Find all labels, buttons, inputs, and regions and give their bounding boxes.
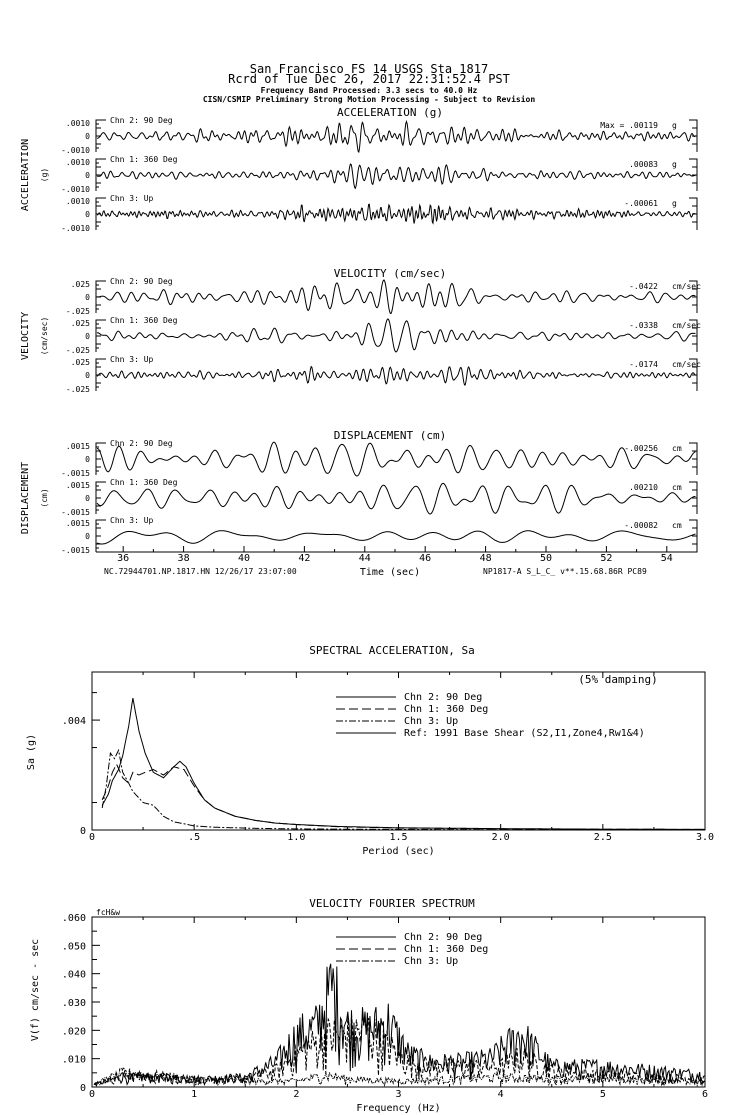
channel-frame-right: [689, 443, 697, 475]
channel-frame-right: [689, 482, 697, 514]
header-processing-note: CISN/CSMIP Preliminary Strong Motion Processing - Subject to Revision: [202, 95, 536, 104]
plot-frame: [92, 672, 705, 830]
waveform-trace: [97, 164, 696, 188]
y-tick-label: .050: [61, 941, 86, 953]
panel-yunit: (cm/sec): [40, 316, 49, 356]
channel-peak-unit: g: [672, 199, 677, 208]
displacement-panel: [20, 429, 697, 564]
ytick-min-label: -.0015: [61, 546, 90, 555]
time-tick-label: 46: [419, 553, 432, 564]
waveform-trace: [97, 367, 696, 385]
waveform-trace: [97, 280, 696, 314]
ytick-min-label: -.025: [65, 346, 90, 355]
x-tick-label: 2: [293, 1089, 300, 1100]
x-tick-label: 3.0: [695, 832, 715, 843]
channel-peak-value: -.0174: [629, 360, 658, 369]
x-tick-label: .5: [188, 832, 201, 843]
channel-frame-left: [96, 320, 106, 352]
panel-title: ACCELERATION (g): [337, 106, 443, 119]
channel-peak-unit: cm/sec: [672, 360, 701, 369]
corner-label: fcH&w: [96, 908, 121, 917]
channel-frame-left: [96, 443, 106, 475]
ytick-max-label: .025: [70, 358, 90, 367]
x-axis-label: Period (sec): [362, 846, 435, 857]
y-tick-label: 0: [79, 826, 86, 837]
channel-peak-value: -.00082: [624, 521, 658, 530]
legend-entry: Ref: 1991 Base Shear (S2,I1,Zone4,Rw1&4): [404, 728, 645, 739]
time-tick-label: 40: [237, 553, 251, 564]
time-tick-label: 54: [660, 553, 673, 564]
time-axis-label: Time (sec): [359, 567, 421, 578]
channel-peak-value: -.0422: [629, 282, 658, 291]
chart-title: VELOCITY FOURIER SPECTRUM: [309, 897, 475, 910]
ytick-min-label: -.0010: [61, 185, 90, 194]
waveform-trace: [97, 442, 696, 476]
ytick-zero-label: 0: [85, 132, 90, 141]
ytick-min-label: -.0010: [61, 146, 90, 155]
ytick-min-label: -.0015: [61, 508, 90, 517]
y-tick-label: .030: [61, 998, 86, 1009]
y-tick-label: .020: [61, 1026, 86, 1038]
channel-frame-left: [96, 482, 106, 514]
ytick-min-label: -.0015: [61, 469, 90, 478]
ytick-max-label: .0015: [65, 481, 90, 490]
channel-name: Chn 2: 90 Deg: [110, 277, 173, 286]
ytick-zero-label: 0: [85, 293, 90, 302]
y-axis-label: V(f) cm/sec - sec: [30, 938, 41, 1042]
header-station: San Francisco FS 14 USGS Sta 1817: [249, 62, 489, 76]
x-tick-label: 0: [88, 832, 96, 843]
channel-peak-value: -.00061: [624, 199, 658, 208]
panel-yunit: (cm): [40, 488, 49, 508]
channel-peak-unit: cm/sec: [672, 321, 701, 330]
legend-entry: Chn 1: 360 Deg: [404, 704, 489, 715]
ytick-max-label: .0010: [65, 197, 90, 206]
velocity-panel: [20, 267, 701, 394]
x-tick-label: 2.5: [593, 832, 612, 843]
channel-peak-unit: cm/sec: [672, 282, 701, 291]
channel-name: Chn 3: Up: [110, 516, 154, 525]
channel-name: Chn 1: 360 Deg: [110, 316, 178, 325]
plot-frame: [92, 917, 705, 1087]
y-tick-label: .060: [61, 913, 86, 924]
ytick-zero-label: 0: [85, 371, 90, 380]
ytick-max-label: .025: [70, 280, 90, 289]
channel-name: Chn 2: 90 Deg: [110, 439, 173, 448]
ytick-zero-label: 0: [85, 210, 90, 219]
footer-right: NP1817-A S_L_C_ v**.15.68.86R PC89: [483, 567, 647, 576]
panel-title: DISPLACEMENT (cm): [333, 429, 447, 442]
time-tick-label: 44: [358, 553, 371, 564]
ytick-max-label: .0010: [65, 119, 90, 128]
x-axis-label: Frequency (Hz): [356, 1103, 441, 1114]
panel-ylabel: ACCELERATION: [20, 138, 31, 212]
time-tick-label: 48: [479, 553, 492, 564]
panel-ylabel: DISPLACEMENT: [20, 461, 31, 535]
channel-peak-unit: g: [672, 160, 677, 169]
time-tick-label: 50: [539, 553, 553, 564]
legend-entry: Chn 3: Up: [404, 716, 459, 727]
panel-yunit: (g): [40, 167, 49, 183]
chart-title: SPECTRAL ACCELERATION, Sa: [309, 644, 475, 657]
ytick-zero-label: 0: [85, 171, 90, 180]
waveform-trace: [97, 319, 696, 352]
x-tick-label: 2.0: [491, 832, 510, 843]
channel-peak-unit: cm: [672, 444, 682, 453]
ytick-min-label: -.025: [65, 385, 90, 394]
legend-entry: Chn 2: 90 Deg: [404, 692, 483, 703]
x-tick-label: 3: [395, 1089, 402, 1100]
x-tick-label: 1.0: [287, 832, 306, 843]
x-tick-label: 5: [599, 1089, 606, 1100]
x-tick-label: 6: [701, 1089, 709, 1100]
header-record-time: Rcrd of Tue Dec 26, 2017 22:31:52.4 PST: [228, 72, 510, 86]
time-tick-label: 36: [117, 553, 130, 564]
waveform-trace: [97, 204, 696, 223]
channel-peak-value: -.00256: [624, 444, 658, 453]
y-tick-label: .010: [61, 1054, 86, 1066]
legend-entry: Chn 3: Up: [404, 956, 459, 967]
time-tick-label: 42: [298, 553, 311, 564]
channel-name: Chn 1: 360 Deg: [110, 478, 178, 487]
channel-name: Chn 3: Up: [110, 355, 154, 364]
x-tick-label: 0: [88, 1089, 96, 1100]
legend-entry: Chn 1: 360 Deg: [404, 944, 489, 955]
channel-frame-left: [96, 120, 106, 152]
channel-peak-unit: cm: [672, 483, 682, 492]
spectral-acceleration-chart: [26, 644, 714, 857]
channel-peak-value: .00210: [629, 483, 658, 492]
channel-peak-value: -.0338: [629, 321, 658, 330]
y-tick-label: 0: [79, 1083, 86, 1094]
ytick-max-label: .0015: [65, 519, 90, 528]
time-tick-label: 38: [177, 553, 190, 564]
y-tick-label: .004: [61, 716, 86, 728]
spectrum-series-2: [94, 1014, 705, 1084]
x-tick-label: 4: [497, 1089, 504, 1100]
y-tick-label: .040: [61, 969, 86, 981]
spectrum-series-3: [102, 750, 705, 829]
ytick-zero-label: 0: [85, 494, 90, 503]
channel-frame-left: [96, 359, 106, 391]
ytick-min-label: -.0010: [61, 224, 90, 233]
channel-peak-value: Max = .00119: [600, 121, 658, 130]
time-tick-label: 52: [600, 553, 613, 564]
channel-peak-unit: g: [672, 121, 677, 130]
channel-name: Chn 2: 90 Deg: [110, 116, 173, 125]
fourier-spectrum-chart: [30, 897, 708, 1114]
footer-left: NC.72944701.NP.1817.HN 12/26/17 23:07:00: [104, 567, 297, 576]
panel-ylabel: VELOCITY: [20, 311, 31, 361]
channel-frame-left: [96, 520, 106, 552]
header-frequency-band: Frequency Band Processed: 3.3 secs to 40.0 Hz: [260, 86, 478, 95]
spectrum-series-2: [102, 764, 705, 829]
channel-name: Chn 1: 360 Deg: [110, 155, 178, 164]
ytick-zero-label: 0: [85, 332, 90, 341]
channel-peak-unit: cm: [672, 521, 682, 530]
ytick-max-label: .025: [70, 319, 90, 328]
ytick-max-label: .0010: [65, 158, 90, 167]
x-tick-label: 1.5: [389, 832, 408, 843]
y-axis-label: Sa (g): [26, 733, 37, 771]
waveform-trace: [97, 531, 696, 544]
channel-peak-value: .00083: [629, 160, 658, 169]
legend-entry: Chn 2: 90 Deg: [404, 932, 483, 943]
channel-frame-left: [96, 198, 106, 230]
ytick-zero-label: 0: [85, 455, 90, 464]
x-tick-label: 1: [191, 1089, 198, 1100]
acceleration-panel: [20, 106, 697, 233]
ytick-max-label: .0015: [65, 442, 90, 451]
waveform-trace: [97, 483, 696, 514]
ytick-zero-label: 0: [85, 532, 90, 541]
damping-annotation: (5% damping): [578, 673, 658, 686]
spectrum-series-1: [94, 964, 705, 1086]
channel-name: Chn 3: Up: [110, 194, 154, 203]
ytick-min-label: -.025: [65, 307, 90, 316]
panel-title: VELOCITY (cm/sec): [333, 267, 447, 280]
